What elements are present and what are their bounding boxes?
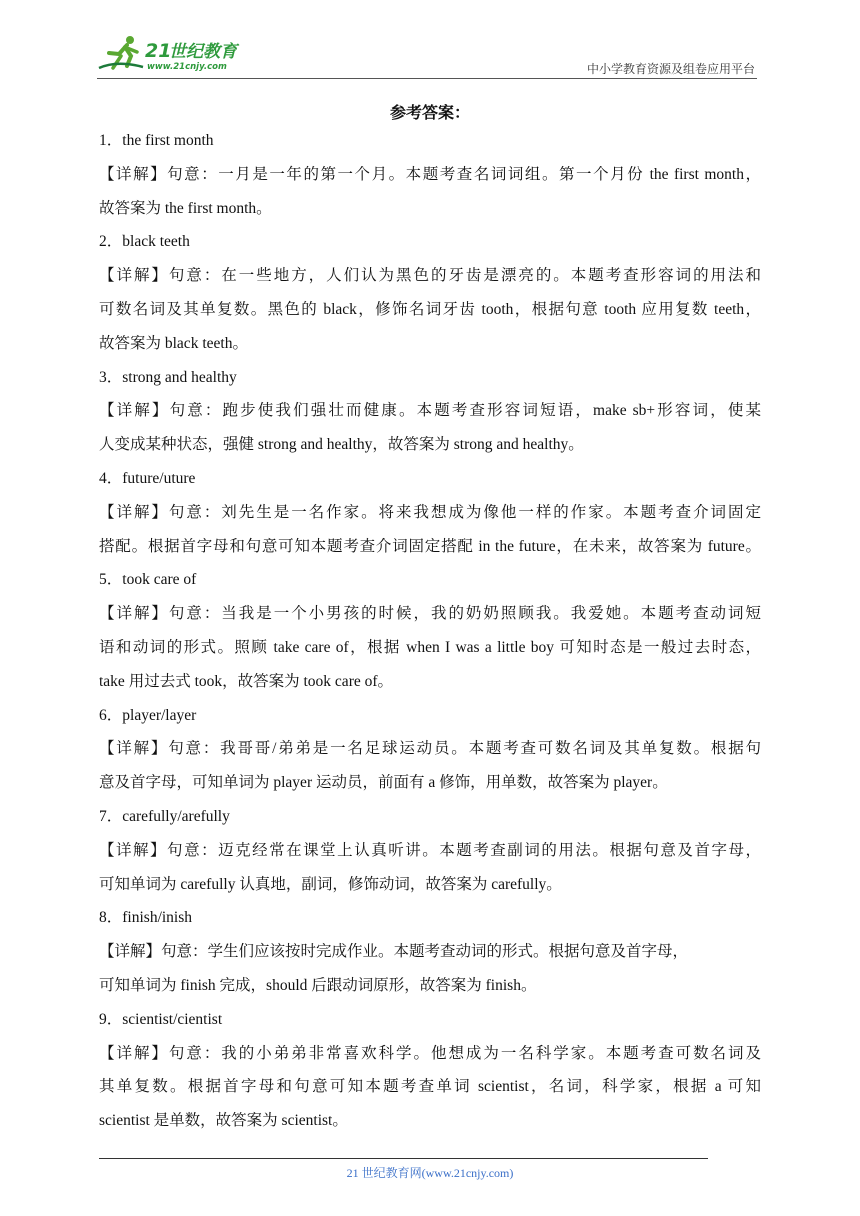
explanation-line: 【详解】句意：跑步使我们强壮而健康。本题考查形容词短语，make sb+形容词，使某 [99,402,761,420]
answer-line: 3．strong and healthy [99,368,237,386]
answer-item [99,901,761,1002]
explanation-line: 可知单词为 carefully 认真地，副词，修饰动词，故答案为 carefully。 [99,875,562,893]
explanation-line: 【详解】句意：在一些地方，人们认为黑色的牙齿是漂亮的。本题考查形容词的用法和 [99,267,761,285]
svg-text:世纪教育: 世纪教育 [169,42,237,62]
explanation-line: 故答案为 black teeth。 [99,334,248,352]
explanation-line: 意及首字母，可知单词为 player 运动员，前面有 a 修饰，用单数，故答案为 player。 [99,774,668,792]
explanation-line: 搭配。根据首字母和句意可知本题考查介词固定搭配 in the future，在未来，故答案为 future。 [99,537,761,555]
explanation-line: 【详解】句意：我哥哥/弟弟是一名足球运动员。本题考查可数名词及其单复数。根据句 [99,740,761,758]
answer-item [99,563,761,698]
explanation-line: 【详解】句意：当我是一个小男孩的时候，我的奶奶照顾我。我爱她。本题考查动词短 [99,605,761,623]
answer-line: 1．the first month [99,132,214,149]
explanation-line: 语和动词的形式。照顾 take care of，根据 when I was a little boy 可知时态是一般过去时态， [99,638,761,656]
explanation-line: 可知单词为 finish 完成，should 后跟动词原形，故答案为 finish。 [99,976,537,994]
explanation-line: 【详解】句意：学生们应该按时完成作业。本题考查动词的形式。根据句意及首字母， [99,943,689,961]
explanation-line: 【详解】句意：迈克经常在课堂上认真听讲。本题考查副词的用法。根据句意及首字母， [99,841,761,859]
answer-item [99,124,761,225]
page-title: 参考答案： [389,103,470,122]
answer-line: 8．finish/inish [99,909,193,927]
footer-divider [99,1158,708,1159]
explanation-line: 【详解】句意：我的小弟弟非常喜欢科学。他想成为一名科学家。本题考查可数名词及 [99,1044,761,1062]
header-divider [97,78,757,79]
explanation-line: take 用过去式 took，故答案为 took care of。 [99,672,394,690]
platform-name: 中小学教育资源及组卷应用平台 [586,62,755,76]
explanation-line: 其单复数。根据首字母和句意可知本题考查单词 scientist，名词，科学家，根据 a 可知 [99,1078,761,1096]
answer-item [99,462,761,563]
explanation-line: 故答案为 the first month。 [99,199,272,217]
answer-line: 5．took care of [99,571,197,589]
answer-line: 7．carefully/arefully [99,807,230,825]
explanation-line: scientist 是单数，故答案为 scientist。 [99,1112,348,1130]
answer-line: 6．player/layer [99,706,197,724]
answer-item [99,1003,761,1138]
answer-item [99,800,761,901]
footer-text: 21 世纪教育网(www.21cnjy.com) [346,1166,514,1180]
answer-line: 4．future/uture [99,469,196,487]
answer-line: 2．black teeth [99,233,190,251]
svg-text:21: 21 [145,40,172,62]
answer-line: 9．scientist/cientist [99,1010,223,1028]
runner-icon [99,36,143,68]
site-logo [97,34,267,74]
svg-text:www.21cnjy.com: www.21cnjy.com [147,62,227,72]
answer-item [99,361,761,462]
answer-item [99,225,761,360]
explanation-line: 【详解】句意：刘先生是一名作家。将来我想成为像他一样的作家。本题考查介词固定 [99,503,761,521]
page-header [97,30,757,80]
explanation-line: 人变成某种状态，强健 strong and healthy，故答案为 strong and healthy。 [99,436,584,454]
answer-list [99,124,761,1138]
explanation-line: 【详解】句意：一月是一年的第一个月。本题考查名词词组。第一个月份 the first month， [99,165,761,183]
answer-item [99,699,761,800]
explanation-line: 可数名词及其单复数。黑色的 black，修饰名词牙齿 tooth，根据句意 tooth 应用复数 teeth， [99,300,761,318]
